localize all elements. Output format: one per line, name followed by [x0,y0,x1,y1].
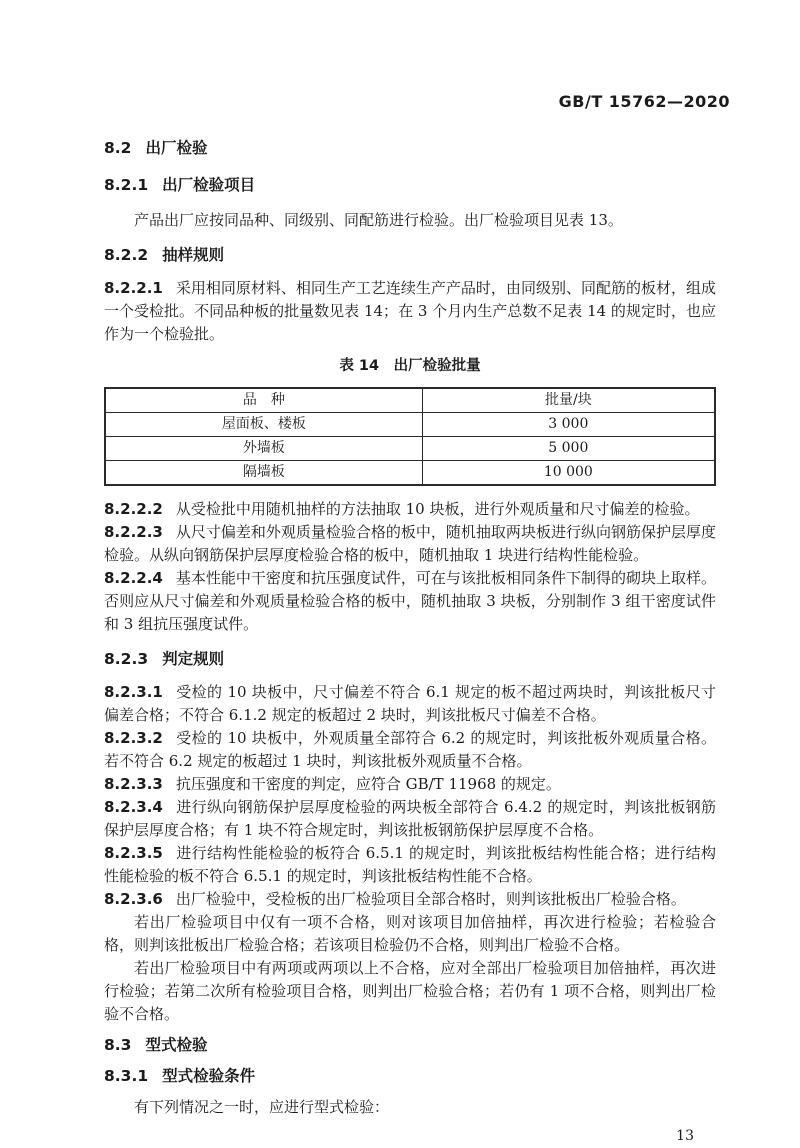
table-row [105,437,715,461]
clause-8-2-3-5-number: 8.2.3.5 [104,844,163,862]
table-14-caption: 表 14 出厂检验批量 [339,358,481,374]
clause-8-2-3-6 [104,888,716,911]
clause-8-2-2-4-text: 基本性能中干密度和抗压强度试件，可在与该批板相同条件下制得的砌块上取样。否则应从尺寸偏差和外观质量检验合格的板中，随机抽取 3 块板，分别制作 3 组干密度试件和 3 组抗压强度试件。 [104,569,716,633]
page-number: 13 [676,1128,694,1144]
page-content [104,0,730,1148]
clause-8-2-3-1 [104,681,716,727]
clause-8-2-3-5 [104,842,716,888]
heading-8-2-1-title: 出厂检验项目 [162,176,256,194]
heading-8-2-2 [104,244,716,267]
paragraph-retest-single: 若出厂检验项目中仅有一项不合格，则对该项目加倍抽样，再次进行检验；若检验合格，则判该批板出厂检验合格；若该项目检验仍不合格，则判出厂检验不合格。 [104,913,716,954]
heading-8-2-title: 出厂检验 [145,139,208,157]
clause-8-2-3-2 [104,727,716,773]
clause-8-2-2-4 [104,567,716,636]
table-row [105,413,715,437]
table-cell-batch: 5 000 [422,437,715,461]
clause-8-2-3-2-text: 受检的 10 块板中，外观质量全部符合 6.2 的规定时，判该批板外观质量合格。若不符合 6.2 规定的板超过 1 块时，判该批板外观质量不合格。 [104,729,716,770]
clause-8-2-2-3-text: 从尺寸偏差和外观质量检验合格的板中，随机抽取两块板进行纵向钢筋保护层厚度检验。从纵向钢筋保护层厚度检验合格的板中，随机抽取 1 块进行结构性能检验。 [104,523,716,564]
clause-8-2-2-4-number: 8.2.2.4 [104,569,163,587]
clause-8-2-2-1-number: 8.2.2.1 [104,279,163,297]
table-row [105,461,715,486]
table-cell-product: 隔墙板 [105,461,422,486]
table-14-header-row [105,388,715,413]
doc-number: GB/T 15762—2020 [558,92,730,111]
heading-8-2-2-title: 抽样规则 [162,246,225,264]
clause-8-2-3-1-text: 受检的 10 块板中，尺寸偏差不符合 6.1 规定的板不超过两块时，判该批板尺寸偏差合格；不符合 6.1.2 规定的板超过 2 块时，判该批板尺寸偏差不合格。 [104,683,716,724]
paragraph-8-2-1: 产品出厂应按同品种、同级别、同配筋进行检验。出厂检验项目见表 13。 [134,211,623,229]
heading-8-3-1-title: 型式检验条件 [162,1067,256,1085]
clause-8-2-3-2-number: 8.2.3.2 [104,729,163,747]
table-cell-product: 屋面板、楼板 [105,413,422,437]
table-cell-product: 外墙板 [105,437,422,461]
heading-8-2-3 [104,648,716,671]
clause-8-2-3-4-number: 8.2.3.4 [104,798,163,816]
heading-8-3-title: 型式检验 [145,1036,208,1054]
heading-8-3-number: 8.3 [104,1036,132,1054]
clause-8-2-3-4 [104,796,716,842]
clause-8-2-3-3-text: 抗压强度和干密度的判定，应符合 GB/T 11968 的规定。 [175,775,561,793]
heading-8-2 [104,137,716,160]
heading-8-2-number: 8.2 [104,139,132,157]
table-14-col-product: 品 种 [105,388,422,413]
clause-8-2-3-5-text: 进行结构性能检验的板符合 6.5.1 的规定时，判该批板结构性能合格；进行结构性能检验的板不符合 6.5.1 的规定时，判该批板结构性能不合格。 [104,844,716,885]
heading-8-3 [104,1034,716,1057]
table-cell-batch: 3 000 [422,413,715,437]
heading-8-3-1-number: 8.3.1 [104,1067,149,1085]
clause-8-2-2-1 [104,277,716,346]
clause-8-2-2-2-number: 8.2.2.2 [104,500,163,518]
clause-8-2-2-3 [104,521,716,567]
clause-8-2-2-3-number: 8.2.2.3 [104,523,163,541]
clause-8-2-2-2-text: 从受检批中用随机抽样的方法抽取 10 块板，进行外观质量和尺寸偏差的检验。 [175,500,700,518]
paragraph-8-3-1: 有下列情况之一时，应进行型式检验： [134,1098,390,1116]
clause-8-2-3-3 [104,773,716,796]
table-14-col-batch: 批量/块 [422,388,715,413]
heading-8-3-1 [104,1065,716,1088]
clause-8-2-3-4-text: 进行纵向钢筋保护层厚度检验的两块板全部符合 6.4.2 的规定时，判该批板钢筋保护层厚度合格；有 1 块不符合规定时，判该批板钢筋保护层厚度不合格。 [104,798,716,839]
heading-8-2-3-number: 8.2.3 [104,650,149,668]
clause-8-2-3-6-text: 出厂检验中，受检板的出厂检验项目全部合格时，则判该批板出厂检验合格。 [175,890,686,908]
heading-8-2-3-title: 判定规则 [162,650,225,668]
heading-8-2-1 [104,174,716,197]
clause-8-2-2-1-text: 采用相同原材料、相同生产工艺连续生产产品时，由同级别、同配筋的板材，组成一个受检批。不同品种板的批量数见表 14；在 3 个月内生产总数不足表 14 的规定时，也应作为一个检验批。 [104,279,716,343]
clause-8-2-2-2 [104,498,716,521]
table-14 [104,387,716,486]
paragraph-retest-multiple: 若出厂检验项目中有两项或两项以上不合格，应对全部出厂检验项目加倍抽样，再次进行检验；若第二次所有检验项目合格，则判出厂检验合格；若仍有 1 项不合格，则判出厂检验不合格。 [104,959,716,1023]
table-cell-batch: 10 000 [422,461,715,486]
clause-8-2-3-3-number: 8.2.3.3 [104,775,163,793]
heading-8-2-1-number: 8.2.1 [104,176,149,194]
heading-8-2-2-number: 8.2.2 [104,246,149,264]
clause-8-2-3-6-number: 8.2.3.6 [104,890,163,908]
clause-8-2-3-1-number: 8.2.3.1 [104,683,163,701]
